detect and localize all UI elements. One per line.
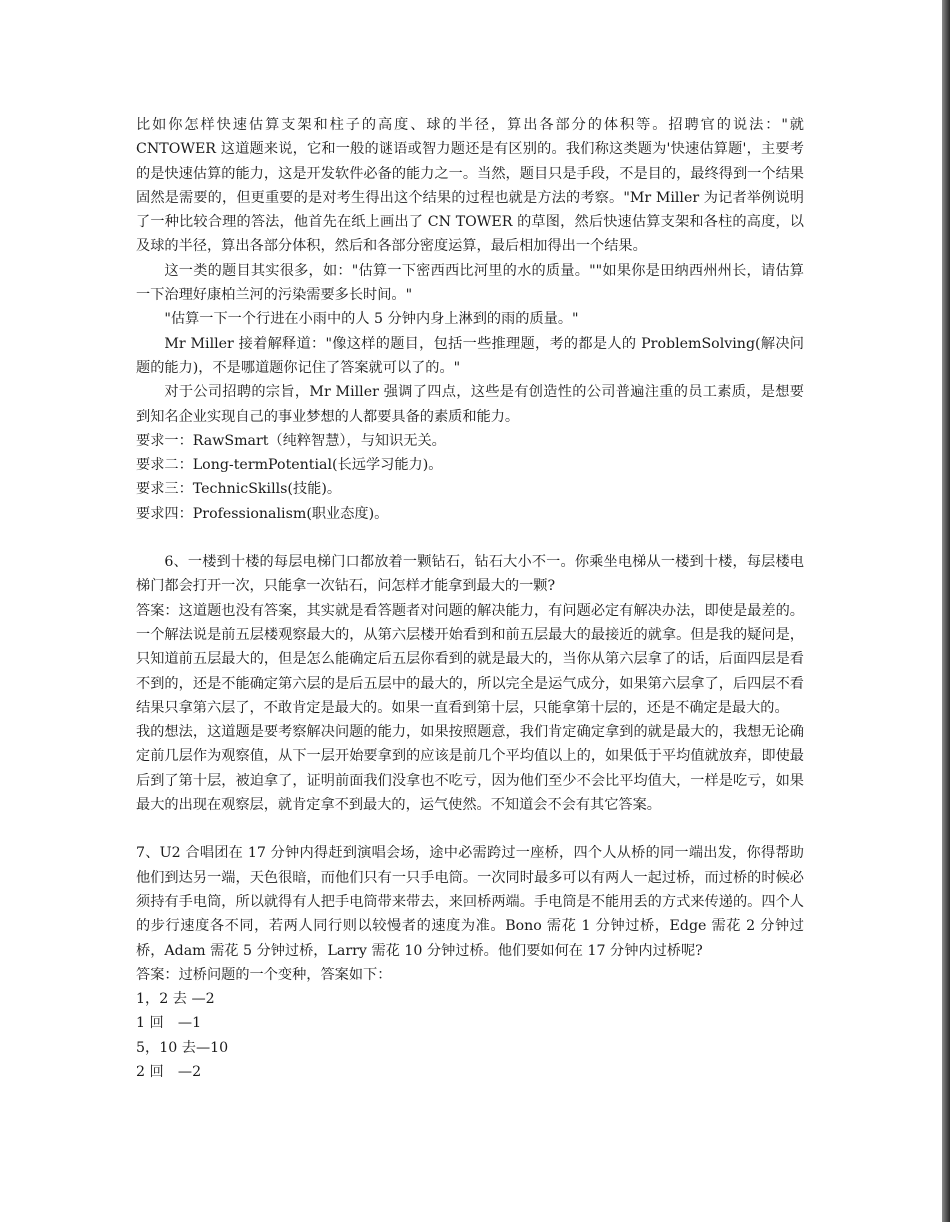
document-body xyxy=(136,113,804,1084)
spacer xyxy=(136,817,804,841)
requirement-1: 要求一：RawSmart（纯粹智慧），与知识无关。 xyxy=(136,432,446,449)
answer-6-thought: 我的想法，这道题是要考察解决问题的能力，如果按照题意，我们肯定确定拿到的就是最大的，我想无论确定前几层作为观察值，从下一层开始要拿到的应该是前几个平均值以上的，如果低于平均值就放弃，即使最后到了第十层，被迫拿了，证明前面我们没拿也不吃亏，因为他们至少不会比平均值大，一样是吃亏，如果最大的出现在观察层，就肯定拿不到最大的，运气使然。不知道会不会有其它答案。 xyxy=(136,724,804,814)
answer-7-step: 2 回 —2 xyxy=(136,1063,202,1080)
paragraph-miller-explains: Mr Miller 接着解释道："像这样的题目，包括一些推理题，考的都是人的 ProblemSolving(解决问题的能力)，不是哪道题你记住了答案就可以了的。" xyxy=(136,335,804,376)
answer-7-intro: 答案：过桥问题的一个变种，答案如下： xyxy=(136,966,392,983)
paragraph-cntower: 比如你怎样快速估算支架和柱子的高度、球的半径，算出各部分的体积等。招聘官的说法："就 CNTOWER 这道题来说，它和一般的谜语或智力题还是有区别的。我们称这类题为'快速估算题'，主要考的是快速估算的能力，这是开发软件必备的能力之一。当然，题目只是手段，不是目的，最终得到一个结果固然是需要的，但更重要的是对考生得出这个结果的过程也就是方法的考察。"Mr Miller 为记者举例说明了一种比较合理的答法，他首先在纸上画出了 CN TOWER 的草图，然后快速估算支架和各柱的高度，以及球的半径，算出各部分体积，然后和各部分密度运算，最后相加得出一个结果。 xyxy=(136,117,804,255)
paragraph-hiring-principles: 对于公司招聘的宗旨，Mr Miller 强调了四点，这些是有创造性的公司普遍注重的员工素质，是想要到知名企业实现自己的事业梦想的人都要具备的素质和能力。 xyxy=(136,384,804,425)
requirement-4: 要求四：Professionalism(职业态度)。 xyxy=(136,505,389,522)
page-edge-shadow xyxy=(942,0,950,1222)
answer-7-step: 5，10 去—10 xyxy=(136,1039,229,1056)
requirement-3: 要求三：TechnicSkills(技能)。 xyxy=(136,481,342,498)
spacer xyxy=(136,526,804,550)
paragraph-rain-example: "估算一下一个行进在小雨中的人 5 分钟内身上淋到的雨的质量。" xyxy=(164,311,579,328)
answer-6: 答案：这道题也没有答案，其实就是看答题者对问题的解决能力，有问题必定有解决办法，即使是最差的。一个解法说是前五层楼观察最大的，从第六层楼开始看到和前五层最大的最接近的就拿。但是我的疑问是，只知道前五层最大的，但是怎么能确定后五层你看到的就是最大的，当你从第六层拿了的话，后面四层是看不到的，还是不能确定第六层的是后五层中的最大的，所以完全是运气成分，如果第六层拿了，后四层不看结果只拿第六层了，不敢肯定是最大的。如果一直看到第十层，只能拿第十层的，还是不确定是最大的。 xyxy=(136,602,804,716)
paragraph-examples: 这一类的题目其实很多，如："估算一下密西西比河里的水的质量。""如果你是田纳西州州长，请估算一下治理好康柏兰河的污染需要多长时间。" xyxy=(136,262,804,304)
answer-7-step: 1 回 —1 xyxy=(136,1015,202,1032)
requirement-2: 要求二：Long-termPotential(长远学习能力)。 xyxy=(136,457,443,474)
question-6: 6、一楼到十楼的每层电梯门口都放着一颗钻石，钻石大小不一。你乘坐电梯从一楼到十楼，每层楼电梯门都会打开一次，只能拿一次钻石，问怎样才能拿到最大的一颗? xyxy=(136,554,804,595)
answer-7-step: 1，2 去 —2 xyxy=(136,991,215,1008)
question-7: 7、U2 合唱团在 17 分钟内得赶到演唱会场，途中必需跨过一座桥，四个人从桥的同一端出发，你得帮助他们到达另一端，天色很暗，而他们只有一只手电筒。一次同时最多可以有两人一起过桥，而过桥的时候必须持有手电筒，所以就得有人把手电筒带来带去，来回桥两端。手电筒是不能用丢的方式来传递的。四个人的步行速度各不同，若两人同行则以较慢者的速度为准。Bono 需花 1 分钟过桥，Edge 需花 2 分钟过桥，Adam 需花 5 分钟过桥，Larry 需花 10 分钟过桥。他们要如何在 17 分钟内过桥呢? xyxy=(136,845,804,959)
